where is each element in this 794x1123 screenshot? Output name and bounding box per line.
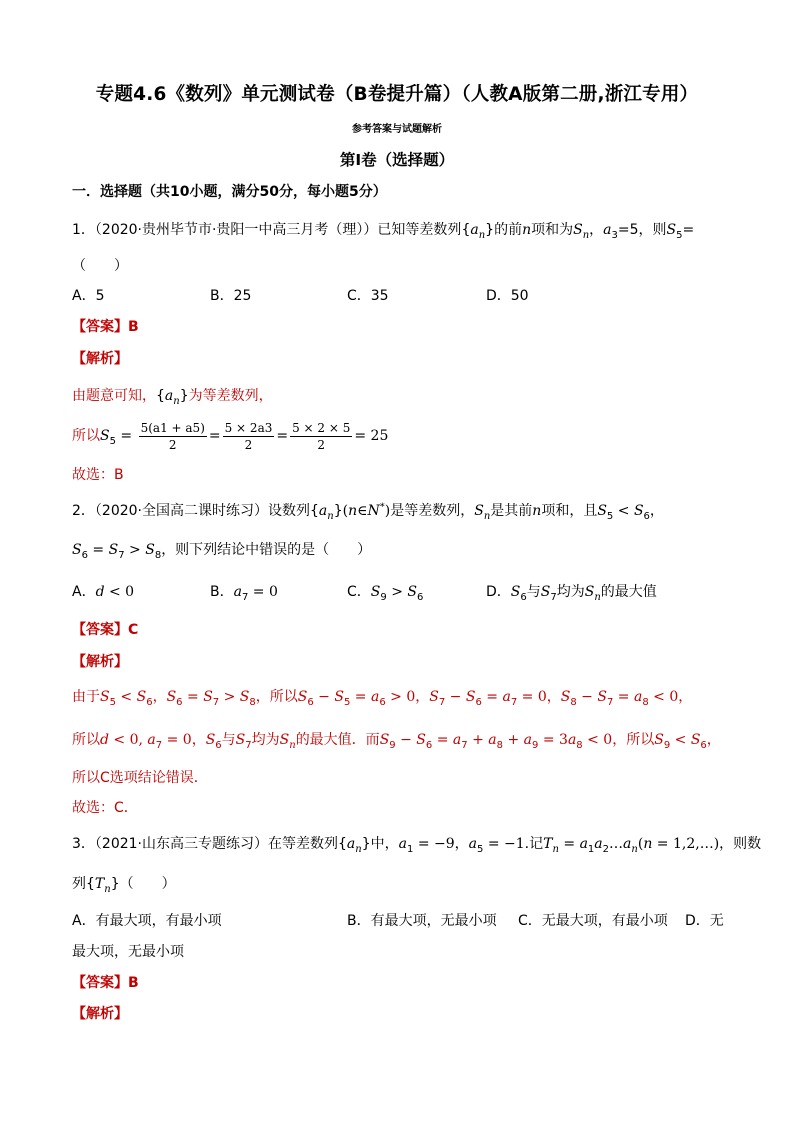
q3-stem: 3．（2021·山东高三专题练习）在等差数列$\{a_n\}$中，$a_1 = -9$，$a_5 = -1$.记$T_n$ = $a_1a_2\dots a_n(n$ = 1,2,…)，则数 [72,836,762,855]
fraction-1: $\frac{5(a1 + a5)}{2}$ [140,420,205,452]
q2-choose: 故选：C． [72,800,138,816]
q2-option-d: D．$S_6$与$S_7$均为$S_n$的最大值 [486,584,657,603]
q2-answer: 【答案】C [72,622,139,638]
q3-option-b: B．有最大项，无最小项 [347,913,497,929]
q1-answer: 【答案】B [72,319,139,335]
q2-option-a: A．d < 0 [72,584,135,600]
q1-stem: 1．（2020·贵州毕节市·贵阳一中高三月考（理））已知等差数列$\{a_n\}$的前n项和为$S_n$，$a_3=5$，则$S_5=$ [72,222,695,241]
q3-answer: 【答案】B [72,975,139,991]
fraction-2: $\frac{5 \times 2a3}{2}$ [224,420,273,452]
q3-option-d: D．无 [685,913,724,929]
q1-exp-line1: 由题意可知，$\{a_n\}$为等差数列， [72,388,273,407]
q2-option-c: C．$S_9 > S_6$ [347,584,424,603]
fraction-3: $\frac{5 \times 2 \times 5}{2}$ [292,420,351,452]
document-subtitle: 参考答案与试题解析 [352,124,442,135]
q2-option-b: B．$a_7 = 0$ [210,584,278,603]
q1-option-b: B．25 [210,288,252,304]
q2-exp-line2: 所以d < 0, $a_7 = 0$，$S_6$与$S_7$均为$S_n$的最大值．而$S_9 - S_6 = a_7 + a_8 + a_9 = 3a_8 < 0$，所以$S_9 < S_6$， [72,732,721,751]
q2-exp-line3: 所以C选项结论错误． [72,770,208,786]
q3-analysis-label: 【解析】 [72,1006,128,1022]
q2-stem: 2．（2020·全国高二课时练习）设数列$\{a_n\}(n\in N^*)$是等差数列，$S_n$是其前n项和，且$S_5 < S_6$， [72,501,664,522]
q1-choose: 故选：B [72,467,124,483]
q3-option-d-cont: 最大项，无最小项 [72,944,184,960]
q1-option-d: D．50 [486,288,529,304]
q1-paren: （ ） [72,258,128,274]
q2-analysis-label: 【解析】 [72,654,128,670]
section-title: 第Ⅰ卷（选择题） [339,151,455,169]
q1-option-a: A．5 [72,288,105,304]
q2-stem-line2: $S_6 = S_7 > S_8$，则下列结论中错误的是（ ） [72,542,372,561]
q3-option-c: C．无最大项，有最小项 [518,913,668,929]
q3-stem-line2: 列$\{T_n\}$（ ） [72,876,176,895]
q3-option-a: A．有最大项，有最小项 [72,913,222,929]
part-heading: 一．选择题（共10小题，满分50分，每小题5分） [72,184,387,200]
document-title: 专题4.6《数列》单元测试卷（B卷提升篇）（人教A版第二册,浙江专用） [95,84,699,105]
q1-exp-line2: 所以$S_5$ = $\frac{5(a1 + a5)}{2}$ = $\frac{5 \times 2a3}{2}$ = $\frac{5 \times 2 \times 5}{2}$ = 25 [72,420,389,452]
q1-option-c: C．35 [347,288,389,304]
q2-exp-line1: 由于$S_5 < S_6$，$S_6 = S_7 > S_8$，所以$S_6 - S_5 = a_6 > 0$，$S_7 - S_6 = a_7 = 0$，$S_8 - S_7 = a_8 < 0$， [72,689,693,708]
q1-analysis-label: 【解析】 [72,351,128,367]
